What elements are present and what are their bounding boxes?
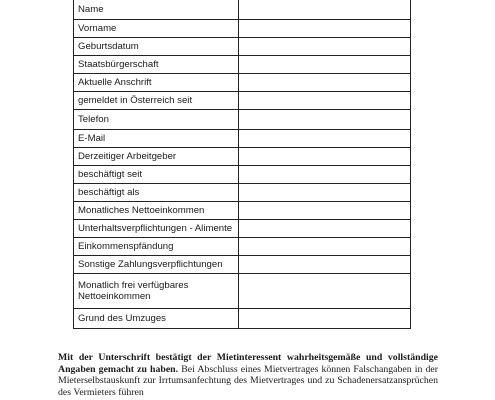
row-value-field[interactable] (239, 110, 411, 130)
row-value-field[interactable] (239, 38, 411, 56)
row-value-field[interactable] (239, 309, 411, 329)
row-value-field[interactable] (239, 166, 411, 184)
table-row (74, 130, 411, 148)
table-row (74, 238, 411, 256)
table-row (74, 202, 411, 220)
row-label: Monatliches Nettoeinkommen (74, 202, 239, 220)
table-row (74, 74, 411, 92)
table-row (74, 110, 411, 130)
row-label: gemeldet in Österreich seit (74, 92, 239, 110)
row-value-field[interactable] (239, 130, 411, 148)
row-label: Vorname (74, 20, 239, 38)
table-row (74, 220, 411, 238)
notice-bold-text: Mit der Unterschrift bestätigt der Mietinteressent wahrheitsgemäße und vollständige Angaben gemacht zu haben. (58, 352, 438, 375)
table-row (74, 56, 411, 74)
row-label: Staatsbürgerschaft (74, 56, 239, 74)
signature-notice (58, 352, 438, 398)
row-label: Geburtsdatum (74, 38, 239, 56)
table-row (74, 20, 411, 38)
row-value-field[interactable] (239, 274, 411, 309)
row-label: beschäftigt als (74, 184, 239, 202)
table-row (74, 38, 411, 56)
row-value-field[interactable] (239, 184, 411, 202)
row-label: Grund des Umzuges (74, 309, 239, 329)
notice-normal-text: Bei Abschluss eines Mietvertrages können Falschangaben in der Mieterselbstauskunft zur Irrtumsanfechtung des Mietvertrages und zu Schadenersatzansprüchen des Vermieters führen (58, 363, 438, 398)
row-label: Monatlich frei verfügbares Nettoeinkommen (74, 274, 239, 309)
row-value-field[interactable] (239, 238, 411, 256)
row-label: Telefon (74, 110, 239, 130)
row-label: Name (74, 0, 239, 20)
row-label: Einkommenspfändung (74, 238, 239, 256)
row-label: Unterhaltsverpflichtungen - Alimente (74, 220, 239, 238)
row-value-field[interactable] (239, 56, 411, 74)
row-value-field[interactable] (239, 202, 411, 220)
table-row (74, 256, 411, 274)
table-row (74, 0, 411, 20)
tenant-self-disclosure-table (73, 0, 411, 329)
row-label: Sonstige Zahlungsverpflichtungen (74, 256, 239, 274)
row-value-field[interactable] (239, 220, 411, 238)
notice-paragraph (58, 352, 438, 398)
row-value-field[interactable] (239, 256, 411, 274)
row-label: beschäftigt seit (74, 166, 239, 184)
row-value-field[interactable] (239, 74, 411, 92)
row-label: Derzeitiger Arbeitgeber (74, 148, 239, 166)
row-value-field[interactable] (239, 0, 411, 20)
row-value-field[interactable] (239, 148, 411, 166)
table-row (74, 309, 411, 329)
table-row (74, 92, 411, 110)
row-label: E-Mail (74, 130, 239, 148)
table-row (74, 148, 411, 166)
row-value-field[interactable] (239, 20, 411, 38)
table-row (74, 274, 411, 309)
table-row (74, 166, 411, 184)
row-label: Aktuelle Anschrift (74, 74, 239, 92)
table-row (74, 184, 411, 202)
row-value-field[interactable] (239, 92, 411, 110)
